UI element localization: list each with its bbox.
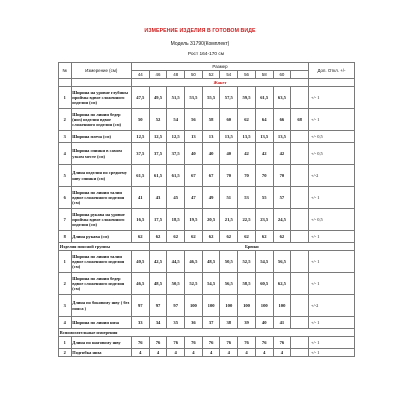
size-value: 35	[167, 317, 185, 329]
size-value: 76	[238, 337, 256, 349]
row-number: 1	[59, 251, 72, 273]
size-value: 40,5	[131, 251, 149, 273]
col-size-header: Размер	[131, 63, 308, 71]
size-value: 54	[167, 109, 185, 131]
size-value: 46,5	[185, 251, 203, 273]
size-value: 42	[255, 143, 273, 165]
size-value-empty	[291, 337, 309, 349]
col-tolerance-header: Доп. Откл. +/-	[309, 63, 355, 79]
size-value: 62	[185, 231, 203, 243]
size-value: 4	[255, 349, 273, 357]
size-value: 62	[149, 231, 167, 243]
size-value: 57	[273, 187, 291, 209]
size-value: 4	[220, 349, 238, 357]
size-value: 42	[238, 143, 256, 165]
table-row	[59, 165, 355, 187]
size-value: 100	[202, 295, 220, 317]
size-value: 59,5	[238, 87, 256, 109]
measure-label: Длина по боковому шву ( без пояса )	[71, 295, 131, 317]
measure-label: Ширина на уровне глубины проймы вдвое сложенного изделия (см)	[71, 87, 131, 109]
size-cell: 60	[273, 71, 291, 79]
row-number: 1	[59, 337, 72, 349]
size-value: 76	[273, 337, 291, 349]
size-value: 63,5	[273, 87, 291, 109]
size-value-empty	[291, 165, 309, 187]
size-value: 24,5	[273, 209, 291, 231]
size-value: 55,5	[202, 87, 220, 109]
size-value: 13,5	[255, 131, 273, 143]
size-value: 46,5	[131, 273, 149, 295]
size-value: 57,5	[220, 87, 238, 109]
measure-label: Подгибка низа	[71, 349, 131, 357]
size-value: 76	[149, 337, 167, 349]
table-row	[59, 349, 355, 357]
size-value: 37	[202, 317, 220, 329]
size-value: 100	[185, 295, 203, 317]
measure-label: Ширина по линии низа	[71, 317, 131, 329]
size-cell: 50	[185, 71, 203, 79]
size-value: 62	[167, 231, 185, 243]
size-value-empty	[291, 209, 309, 231]
size-value: 61,5	[167, 165, 185, 187]
table-row	[59, 187, 355, 209]
size-value: 66	[273, 109, 291, 131]
size-cell: 44	[131, 71, 149, 79]
size-value: 56,5	[220, 273, 238, 295]
size-value: 62	[202, 231, 220, 243]
size-value: 51,5	[167, 87, 185, 109]
table-row	[59, 273, 355, 295]
table-row	[59, 131, 355, 143]
size-value: 52,5	[238, 251, 256, 273]
row-number: 1	[59, 87, 72, 109]
size-value: 56	[185, 109, 203, 131]
tolerance-value: +/- 1	[309, 317, 355, 329]
size-value: 4	[185, 349, 203, 357]
size-value-empty	[291, 143, 309, 165]
size-value: 55	[255, 187, 273, 209]
document-title: ИЗМЕРЕНИЕ ИЗДЕЛИЯ В ГОТОВОМ ВИДЕ	[144, 28, 256, 34]
size-value: 97	[167, 295, 185, 317]
size-value: 62	[238, 109, 256, 131]
table-body	[59, 79, 355, 357]
table-row	[59, 87, 355, 109]
size-value: 13,5	[273, 131, 291, 143]
size-value: 13	[202, 131, 220, 143]
size-value: 64	[255, 109, 273, 131]
size-value: 62	[131, 231, 149, 243]
size-value: 52,5	[185, 273, 203, 295]
table-row	[59, 209, 355, 231]
measure-label: Ширина плеча (см)	[71, 131, 131, 143]
tolerance-value: +/- 1	[309, 273, 355, 295]
measure-label: Ширина спинки в самом узком месте (см)	[71, 143, 131, 165]
size-value: 37,5	[149, 143, 167, 165]
size-value: 12,5	[149, 131, 167, 143]
size-value: 70	[255, 165, 273, 187]
size-value: 61,5	[131, 165, 149, 187]
size-value: 70	[273, 165, 291, 187]
size-value: 62	[220, 231, 238, 243]
tolerance-value: +/- 1	[309, 109, 355, 131]
size-value: 17,5	[149, 209, 167, 231]
size-value-empty	[291, 187, 309, 209]
size-cell: 54	[220, 71, 238, 79]
section-row	[59, 329, 355, 337]
section-jacket: Жакет	[131, 79, 308, 87]
size-value: 97	[149, 295, 167, 317]
size-value: 34	[149, 317, 167, 329]
table-row	[59, 295, 355, 317]
size-value: 4	[167, 349, 185, 357]
size-value: 37,5	[167, 143, 185, 165]
size-value: 58,5	[238, 273, 256, 295]
size-value: 58	[202, 109, 220, 131]
size-value: 38	[220, 317, 238, 329]
size-cell: 58	[255, 71, 273, 79]
size-value: 50	[131, 109, 149, 131]
row-number: 8	[59, 231, 72, 243]
row-number: 7	[59, 209, 72, 231]
tolerance-value: +/- 1	[309, 187, 355, 209]
tolerance-value: +/-2	[309, 295, 355, 317]
row-number: 3	[59, 295, 72, 317]
size-value: 23,5	[255, 209, 273, 231]
size-value: 54,5	[255, 251, 273, 273]
size-value: 40	[220, 143, 238, 165]
size-value: 48,5	[202, 251, 220, 273]
size-value: 50,5	[167, 273, 185, 295]
measure-label: Длина изделия по среднему шву спинки (см)	[71, 165, 131, 187]
size-value: 70	[238, 165, 256, 187]
size-value: 76	[167, 337, 185, 349]
tolerance-value: +/- 0,5	[309, 209, 355, 231]
table-row	[59, 231, 355, 243]
size-value-empty	[291, 317, 309, 329]
size-value: 54,5	[202, 273, 220, 295]
size-value: 19,5	[185, 209, 203, 231]
size-value: 53,5	[185, 87, 203, 109]
size-cell: 46	[149, 71, 167, 79]
size-value: 62	[255, 231, 273, 243]
measure-label: Ширина по линии бедер (низ) изделия вдвое сложенного изделия (см)	[71, 109, 131, 131]
section-pants: Брюки	[149, 243, 354, 251]
size-value: 50,5	[220, 251, 238, 273]
size-value: 100	[273, 295, 291, 317]
size-value: 18,5	[167, 209, 185, 231]
size-value: 51	[220, 187, 238, 209]
size-value: 42	[273, 143, 291, 165]
tolerance-value: +/- 1	[309, 337, 355, 349]
size-value: 16,5	[131, 209, 149, 231]
size-value: 13,5	[238, 131, 256, 143]
size-value: 13	[185, 131, 203, 143]
size-value: 12,5	[167, 131, 185, 143]
size-value: 45	[167, 187, 185, 209]
size-value: 76	[255, 337, 273, 349]
size-value: 41	[131, 187, 149, 209]
section-row	[59, 243, 355, 251]
size-value-empty	[291, 131, 309, 143]
size-value: 4	[238, 349, 256, 357]
size-value: 4	[202, 349, 220, 357]
size-value: 62,5	[273, 273, 291, 295]
size-value-empty	[291, 251, 309, 273]
tolerance-value: +/- 0,5	[309, 143, 355, 165]
size-value: 49	[202, 187, 220, 209]
size-value: 43	[149, 187, 167, 209]
size-value: 40	[185, 143, 203, 165]
size-value-empty	[291, 349, 309, 357]
measure-label: Ширина по линии талии вдвое сложенного изделия (см)	[71, 251, 131, 273]
table-row	[59, 109, 355, 131]
row-number: 5	[59, 165, 72, 187]
col-no-header: №	[59, 63, 72, 79]
size-value: 100	[220, 295, 238, 317]
row-number: 2	[59, 349, 72, 357]
size-value: 56,5	[273, 251, 291, 273]
size-value: 44,5	[167, 251, 185, 273]
size-value: 100	[255, 295, 273, 317]
size-value: 67	[185, 165, 203, 187]
size-value: 40	[255, 317, 273, 329]
size-value-empty	[291, 231, 309, 243]
size-value: 49,5	[149, 87, 167, 109]
size-cell-empty	[291, 71, 309, 79]
size-value: 12,5	[131, 131, 149, 143]
size-value: 33	[131, 317, 149, 329]
size-value: 52	[149, 109, 167, 131]
tolerance-value: +/-2	[309, 165, 355, 187]
tolerance-value: +/- 0,5	[309, 131, 355, 143]
size-value: 60	[220, 109, 238, 131]
size-value: 67	[202, 165, 220, 187]
size-value: 100	[238, 295, 256, 317]
size-value: 48,5	[149, 273, 167, 295]
size-value: 36	[185, 317, 203, 329]
size-value: 97	[131, 295, 149, 317]
row-number: 2	[59, 273, 72, 295]
size-value: 62	[238, 231, 256, 243]
tolerance-value: +/- 1	[309, 251, 355, 273]
size-value: 20,5	[202, 209, 220, 231]
row-number: 4	[59, 143, 72, 165]
size-value: 76	[131, 337, 149, 349]
size-value: 60,5	[255, 273, 273, 295]
measure-label: Длина рукава (см)	[71, 231, 131, 243]
row-number: 3	[59, 131, 72, 143]
size-value-empty	[291, 295, 309, 317]
size-value: 62	[273, 231, 291, 243]
tolerance-value: +/- 1	[309, 231, 355, 243]
measure-label: Ширина по линии талии вдвое сложенного изделия (см)	[71, 187, 131, 209]
measurement-table	[58, 62, 355, 357]
size-value: 76	[202, 337, 220, 349]
size-value: 21,5	[220, 209, 238, 231]
size-value: 47	[185, 187, 203, 209]
size-value: 61,5	[149, 165, 167, 187]
size-value: 68	[291, 109, 309, 131]
tolerance-value: +/- 1	[309, 87, 355, 109]
tolerance-value: +/- 1	[309, 349, 355, 357]
size-value-empty	[291, 273, 309, 295]
section-aux: Вспомогательные измерения	[59, 329, 355, 337]
section-pants-group: Изделия поясной группы	[59, 243, 150, 251]
measure-label: Длина по шаговому шву	[71, 337, 131, 349]
measure-label: Ширина рукава на уровне проймы вдвое сложенного изделия (см)	[71, 209, 131, 231]
model-name: Модель 31790(Комплект)	[170, 41, 230, 47]
section-row	[59, 79, 355, 87]
size-value: 42,5	[149, 251, 167, 273]
table-row	[59, 251, 355, 273]
size-value: 39	[238, 317, 256, 329]
size-value: 76	[185, 337, 203, 349]
size-value: 4	[131, 349, 149, 357]
row-number: 2	[59, 109, 72, 131]
row-number: 6	[59, 187, 72, 209]
measure-label: Ширина по линии бедер вдвое сложенного изделия (см)	[71, 273, 131, 295]
size-value: 53	[238, 187, 256, 209]
size-value: 41	[273, 317, 291, 329]
table-row	[59, 143, 355, 165]
size-value: 4	[149, 349, 167, 357]
size-value-empty	[291, 87, 309, 109]
size-value: 70	[220, 165, 238, 187]
table-row	[59, 317, 355, 329]
height-range: Рост 164-170 см	[187, 52, 225, 57]
size-cell: 56	[238, 71, 256, 79]
size-value: 47,5	[131, 87, 149, 109]
size-cell: 52	[202, 71, 220, 79]
row-number: 4	[59, 317, 72, 329]
size-value: 61,5	[255, 87, 273, 109]
size-value: 22,5	[238, 209, 256, 231]
size-value: 4	[273, 349, 291, 357]
size-value: 13,5	[220, 131, 238, 143]
size-value: 40	[202, 143, 220, 165]
table-row	[59, 337, 355, 349]
col-measure-header: Измерение (см)	[71, 63, 131, 79]
size-value: 37,5	[131, 143, 149, 165]
size-cell: 48	[167, 71, 185, 79]
size-value: 76	[220, 337, 238, 349]
